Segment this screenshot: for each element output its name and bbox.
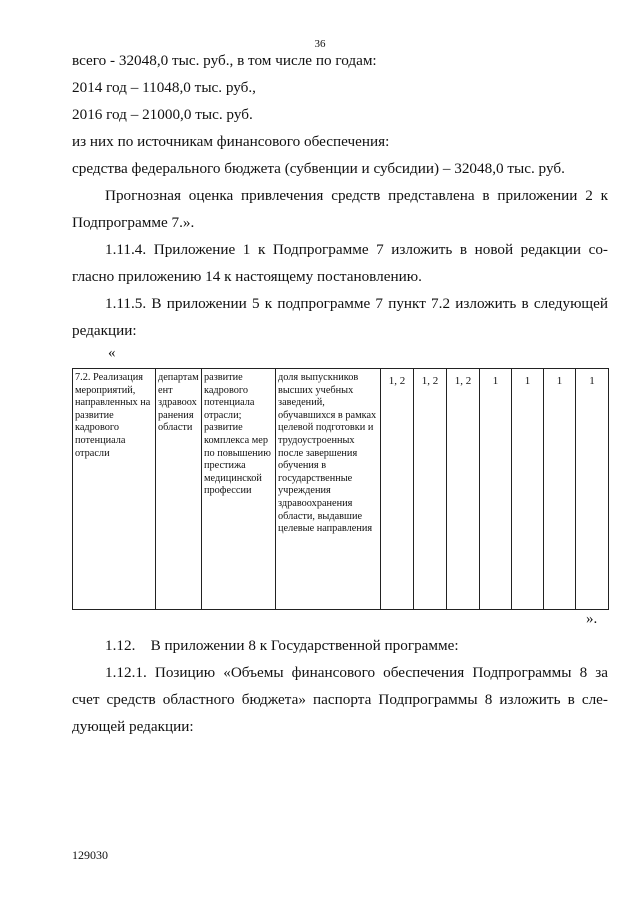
open-quote: « [108, 345, 116, 361]
table-cell-value: 1, 2 [414, 369, 447, 610]
table-cell-goal: развитие кадрового потенциала отрасли; развитие комплекса мер по повышению престижа медицинской профессии [202, 369, 276, 610]
table-cell-value: 1 [544, 369, 576, 610]
text-line: средства федерального бюджета (субвенции и субсидии) – 32048,0 тыс. руб. [72, 160, 565, 177]
text-line: редакции: [72, 322, 137, 339]
footer-code: 129030 [72, 848, 108, 862]
text-line: дующей редакции: [72, 718, 194, 735]
text-line: 1.12.1. Позицию «Объемы финансового обеспечения Подпрограммы 8 за [105, 664, 608, 681]
text-line: счет средств областного бюджета» паспорта Подпрограммы 8 изложить в сле- [72, 691, 608, 708]
text-line: Подпрограмме 7.». [72, 214, 195, 231]
text-line: 1.12. В приложении 8 к Государственной программе: [105, 637, 459, 654]
text-line: гласно приложению 14 к настоящему постановлению. [72, 268, 422, 285]
table-cell-value: 1, 2 [381, 369, 414, 610]
table-row [73, 369, 609, 610]
table-cell-executor: департамент здравоохранения области [156, 369, 202, 610]
text-line: 1.11.4. Приложение 1 к Подпрограмме 7 изложить в новой редакции со- [105, 241, 608, 258]
text-line: 2014 год – 11048,0 тыс. руб., [72, 79, 256, 96]
program-table [72, 368, 609, 610]
text-line: всего - 32048,0 тыс. руб., в том числе по годам: [72, 52, 377, 69]
table-cell-item: 7.2. Реализация мероприятий, направленных на развитие кадрового потенциала отрасли [73, 369, 156, 610]
text-line: 1.11.5. В приложении 5 к подпрограмме 7 пункт 7.2 изложить в следующей [105, 295, 608, 312]
table-cell-value: 1 [512, 369, 544, 610]
page-number: 36 [314, 38, 326, 50]
text-line: 2016 год – 21000,0 тыс. руб. [72, 106, 253, 123]
table-cell-indicator: доля выпускников высших учебных заведений, обучавшихся в рамках целевой подготовки и трудоустроенных после завершения обучения в государственные учреждения здравоохранения области, выдавшие целевые направления [276, 369, 381, 610]
text-line: из них по источникам финансового обеспечения: [72, 133, 390, 150]
close-quote: ». [586, 611, 598, 627]
table-cell-value: 1, 2 [447, 369, 480, 610]
table-cell-value: 1 [480, 369, 512, 610]
text-line: Прогнозная оценка привлечения средств представлена в приложении 2 к [105, 187, 608, 204]
table-cell-value: 1 [576, 369, 609, 610]
